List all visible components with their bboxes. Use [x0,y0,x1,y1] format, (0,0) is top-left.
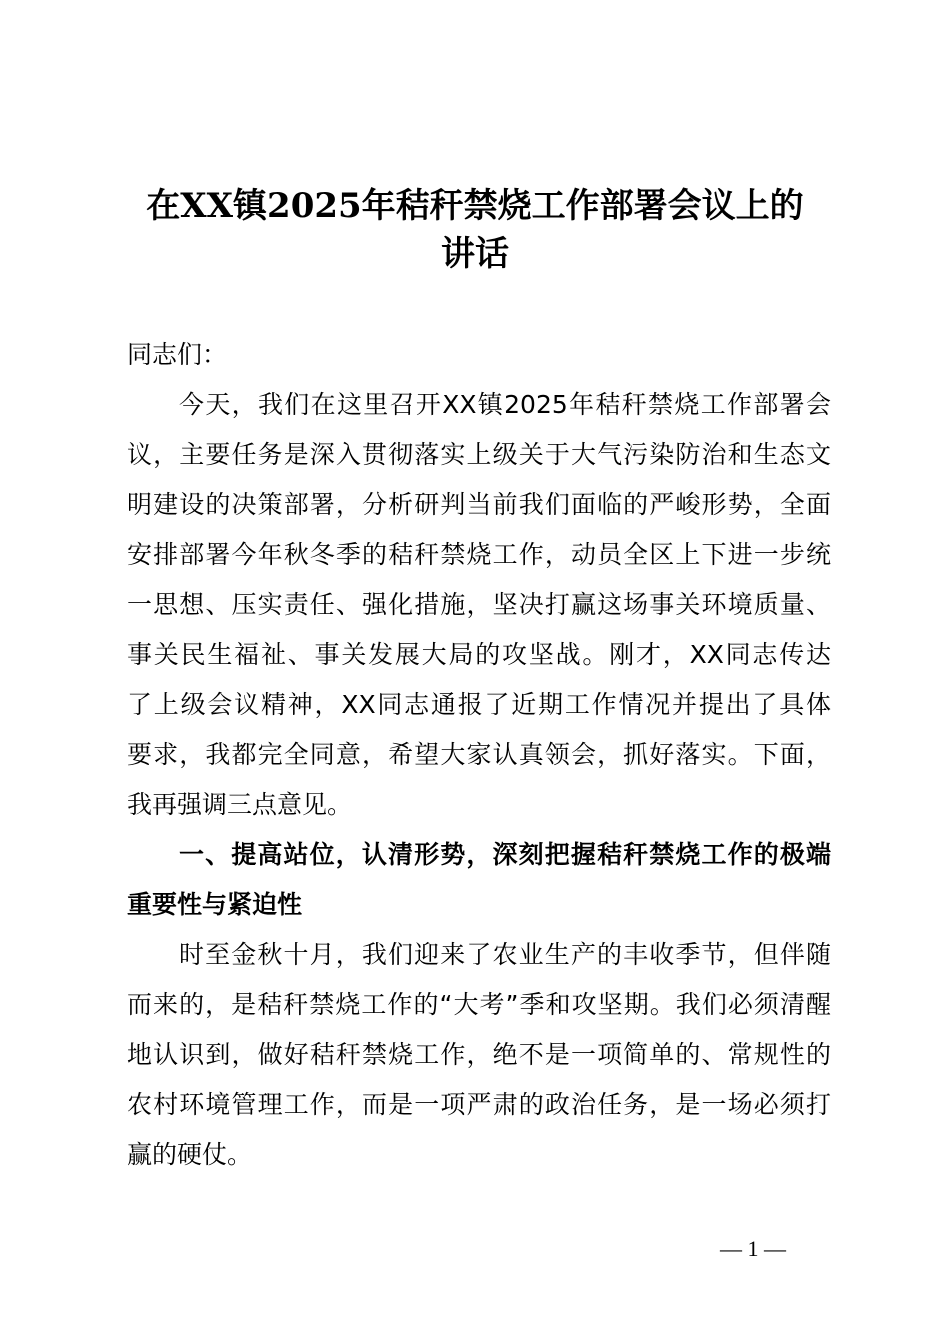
text-line: 地认识到，做好秸秆禁烧工作，绝不是一项简单的、常规性的 [127,1040,831,1069]
text-line: 了上级会议精神，XX同志通报了近期工作情况并提出了具体 [127,690,831,719]
text-line: 同志们： [127,340,228,369]
text-line: 议，主要任务是深入贯彻落实上级关于大气污染防治和生态文 [127,440,831,469]
text-line: 而来的，是秸秆禁烧工作的“大考”季和攻坚期。我们必须清醒 [127,990,831,1019]
paragraph [127,330,831,380]
text-line: 一思想、压实责任、强化措施，坚决打赢这场事关环境质量、 [127,590,831,619]
text-line: 要求，我都完全同意，希望大家认真领会，抓好落实。下面， [127,740,831,769]
document-title [100,182,850,278]
paragraph [127,380,831,830]
section-heading [127,830,831,930]
paragraph [127,930,831,1180]
text-line: 赢的硬仗。 [127,1140,253,1169]
document-body [127,330,831,1180]
text-line: 明建设的决策部署，分析研判当前我们面临的严峻形势，全面 [127,490,831,519]
text-line: 安排部署今年秋冬季的秸秆禁烧工作，动员全区上下进一步统 [127,540,831,569]
page-number: — 1 — [720,1236,786,1261]
title-line: 在XX镇2025年秸秆禁烧工作部署会议上的 [146,186,804,226]
text-line: 农村环境管理工作，而是一项严肃的政治任务，是一场必须打 [127,1090,831,1119]
text-line: 重要性与紧迫性 [127,890,303,919]
title-line: 讲话 [441,234,509,274]
text-line: 事关民生福祉、事关发展大局的攻坚战。刚才，XX同志传达 [127,640,831,669]
text-line: 时至金秋十月，我们迎来了农业生产的丰收季节，但伴随 [179,940,831,969]
text-line: 今天，我们在这里召开XX镇2025年秸秆禁烧工作部署会 [179,390,831,419]
text-line: 我再强调三点意见。 [127,790,353,819]
text-line: 一、提高站位，认清形势，深刻把握秸秆禁烧工作的极端 [179,840,831,869]
